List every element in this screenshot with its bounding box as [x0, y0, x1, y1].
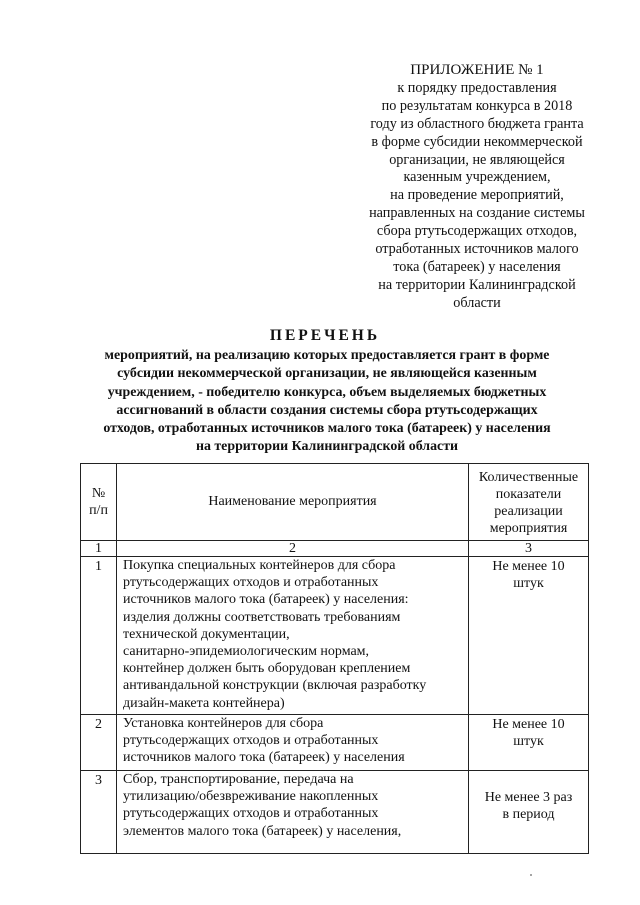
appendix-line: организации, не являющейся	[389, 151, 565, 168]
column-number: 3	[469, 541, 589, 557]
activity-name	[117, 771, 469, 854]
subtitle-line: мероприятий, на реализацию которых предоставляется грант в форме	[104, 348, 550, 363]
document-title: ПЕРЕЧЕНЬ	[269, 327, 381, 344]
table-row	[81, 715, 589, 771]
activity-line: ртутьсодержащих отходов и отработанных	[123, 733, 379, 749]
subtitle-line: ассигнований в области создания системы сбора ртутьсодержащих	[116, 402, 538, 418]
activities-table	[80, 463, 589, 854]
appendix-line: тока (батареек) у населения	[393, 258, 561, 275]
activity-line: дизайн-макета контейнера)	[123, 695, 285, 711]
subtitle-line: учреждением, - победителю конкурса, объем выделяемых бюджетных	[107, 384, 547, 400]
appendix-line: на проведение мероприятий,	[390, 187, 564, 204]
row-number: 2	[81, 715, 117, 771]
column-number: 1	[81, 541, 117, 557]
activity-line: источников малого тока (батареек) у населения:	[123, 592, 409, 608]
table-row	[81, 557, 589, 715]
appendix-line: области	[453, 294, 501, 311]
activity-line: технической документации,	[123, 626, 290, 642]
activity-line: Покупка специальных контейнеров для сбора	[123, 558, 396, 573]
appendix-line: в форме субсидии некоммерческой	[371, 133, 583, 150]
quantity-line: Не менее 10	[492, 717, 565, 732]
quantity-line: в период	[502, 807, 555, 823]
subtitle-line: на территории Калининградской области	[195, 439, 459, 455]
quantity-line: штук	[513, 576, 544, 592]
header-qty-line: мероприятия	[489, 521, 568, 536]
activity-line: антивандальной конструкции (включая разработку	[123, 678, 427, 694]
activity-line: контейнер должен быть оборудован креплением	[123, 661, 411, 677]
scan-speck	[530, 874, 532, 876]
activity-line: ртутьсодержащих отходов и отработанных	[123, 806, 379, 822]
quantity-line: штук	[513, 734, 544, 750]
appendix-heading: ПРИЛОЖЕНИЕ № 1	[410, 62, 544, 78]
appendix-line: отработанных источников малого	[375, 241, 579, 258]
activity-quantity	[469, 771, 589, 854]
header-qty-line: Количественные	[478, 470, 579, 485]
header-num	[81, 464, 117, 541]
activity-line: изделия должны соответствовать требованиям	[123, 609, 401, 625]
header-qty	[469, 464, 589, 541]
document-subtitle	[82, 347, 572, 457]
appendix-block	[352, 62, 602, 313]
activity-line: Сбор, транспортирование, передача на	[123, 772, 354, 787]
column-number-row	[81, 541, 589, 557]
quantity-line: Не менее 3 раз	[484, 790, 573, 805]
activity-name	[117, 715, 469, 771]
row-number: 1	[81, 557, 117, 715]
subtitle-line: субсидии некоммерческой организации, не являющейся казенным	[117, 366, 537, 382]
appendix-line: казенным учреждением,	[403, 169, 551, 186]
activity-line: элементов малого тока (батареек) у населения,	[123, 823, 402, 839]
appendix-line: к порядку предоставления	[397, 79, 557, 96]
activity-line: утилизацию/обезвреживание накопленных	[123, 789, 379, 805]
appendix-line: направленных на создание системы	[369, 205, 585, 222]
header-num-line: п/п	[89, 503, 108, 518]
subtitle-line: отходов, отработанных источников малого тока (батареек) у населения	[103, 421, 551, 437]
activity-line: Установка контейнеров для сбора	[123, 716, 324, 731]
quantity-line: Не менее 10	[492, 559, 565, 574]
header-name: Наименование мероприятия	[117, 464, 469, 541]
appendix-line: по результатам конкурса в 2018	[381, 97, 573, 114]
header-qty-line: показатели	[495, 487, 562, 502]
table-header-row	[81, 464, 589, 541]
column-number: 2	[117, 541, 469, 557]
activity-line: источников малого тока (батареек) у населения	[123, 750, 405, 766]
appendix-line: году из областного бюджета гранта	[370, 115, 584, 132]
activity-name	[117, 557, 469, 715]
header-num-line: №	[91, 485, 106, 501]
table-row	[81, 771, 589, 854]
activity-quantity	[469, 715, 589, 771]
appendix-line: сбора ртутьсодержащих отходов,	[376, 223, 578, 240]
activity-quantity	[469, 557, 589, 715]
row-number: 3	[81, 771, 117, 854]
header-qty-line: реализации	[494, 504, 563, 519]
activity-line: ртутьсодержащих отходов и отработанных	[123, 575, 379, 591]
appendix-line: на территории Калининградской	[378, 276, 576, 293]
activity-line: санитарно-эпидемиологическим нормам,	[123, 644, 370, 660]
